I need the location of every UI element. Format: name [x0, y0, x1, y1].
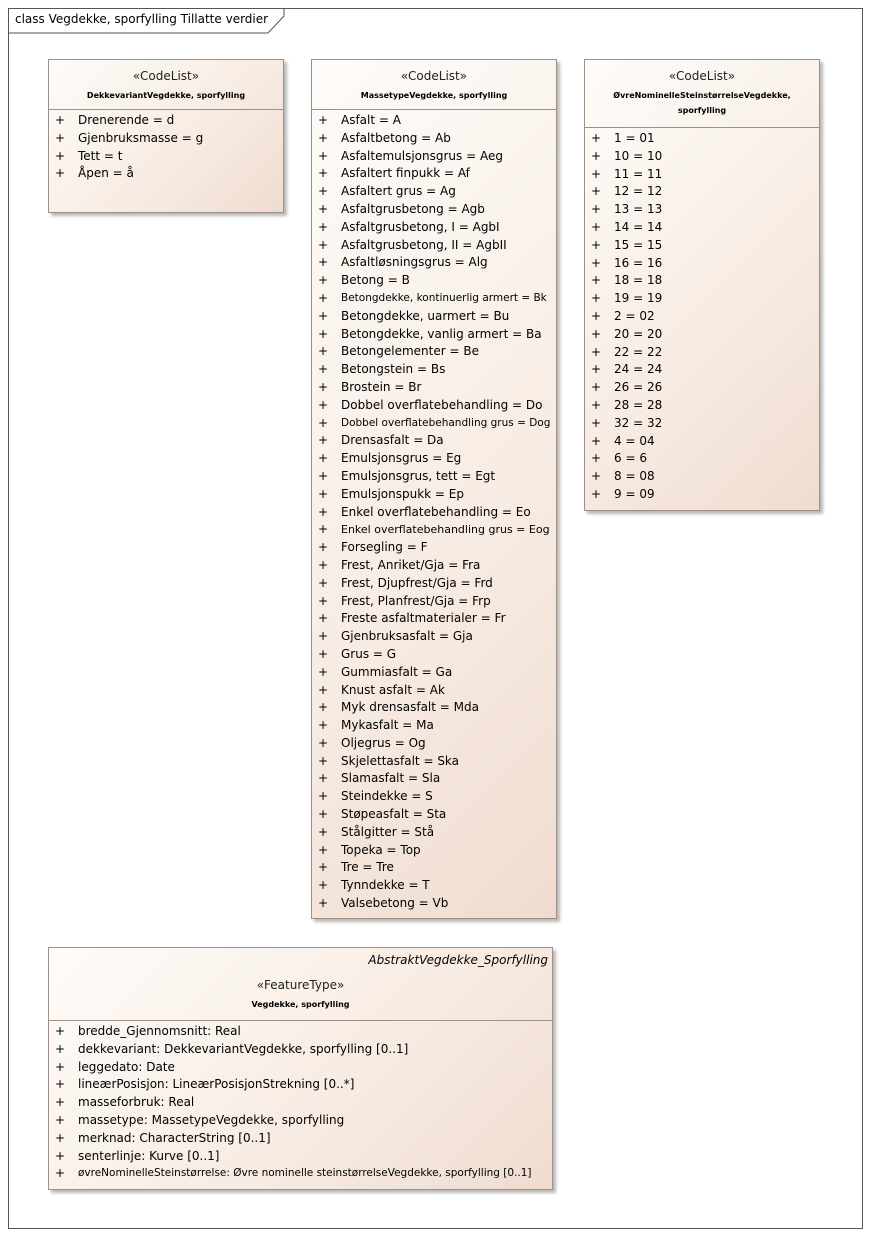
list-item [585, 183, 819, 201]
item-text: Tett = t [78, 148, 123, 163]
item-text: Gjenbruksmasse = g [78, 130, 204, 145]
item-text: Stålgitter = Stå [341, 824, 435, 839]
visibility-public-marker: + [318, 433, 329, 448]
list-item [312, 770, 556, 788]
list-item [312, 379, 556, 397]
list-item [312, 308, 556, 326]
visibility-public-marker: + [318, 201, 329, 216]
list-item [312, 557, 556, 575]
item-text: 19 = 19 [614, 291, 663, 306]
list-item [312, 521, 556, 539]
item-text: Asfaltgrusbetong, I = AgbI [341, 219, 500, 234]
codelist-dekkevariant[interactable] [48, 59, 284, 213]
item-text: massetype: MassetypeVegdekke, sporfylling [78, 1112, 345, 1127]
visibility-public-marker: + [318, 860, 329, 875]
attribute-list [312, 110, 556, 913]
visibility-public-marker: + [318, 113, 329, 127]
item-text: Asfaltgrusbetong = Agb [341, 201, 485, 216]
list-item [585, 361, 819, 379]
box-header [49, 60, 283, 110]
list-item [49, 1023, 552, 1041]
list-item [585, 148, 819, 166]
visibility-public-marker: + [318, 415, 329, 430]
visibility-public-marker: + [591, 486, 602, 501]
visibility-public-marker: + [318, 468, 329, 483]
list-item [585, 397, 819, 415]
attribute-list [585, 128, 819, 504]
visibility-public-marker: + [318, 379, 329, 394]
visibility-public-marker: + [55, 1095, 66, 1110]
class-name: MassetypeVegdekke, sporfylling [360, 91, 508, 100]
list-item [312, 272, 556, 290]
visibility-public-marker: + [591, 362, 602, 377]
visibility-public-marker: + [318, 753, 329, 768]
item-text: 4 = 04 [614, 433, 655, 448]
visibility-public-marker: + [318, 486, 329, 501]
list-item [312, 237, 556, 255]
item-text: 15 = 15 [614, 237, 663, 252]
item-text: Betongdekke, kontinuerlig armert = Bk [341, 291, 547, 304]
item-text: 24 = 24 [614, 362, 663, 377]
visibility-public-marker: + [318, 682, 329, 697]
list-item [312, 895, 556, 913]
item-text: Asfaltemulsjonsgrus = Aeg [341, 148, 503, 163]
visibility-public-marker: + [55, 1024, 66, 1038]
stereotype-label: «CodeList» [132, 69, 200, 83]
visibility-public-marker: + [55, 1077, 66, 1092]
visibility-public-marker: + [55, 1059, 66, 1074]
list-item [312, 539, 556, 557]
item-text: Betongelementer = Be [341, 344, 479, 359]
attribute-list [49, 110, 283, 183]
item-text: 6 = 6 [614, 451, 647, 466]
visibility-public-marker: + [318, 451, 329, 466]
list-item [312, 824, 556, 842]
codelist-massetype[interactable] [311, 59, 557, 919]
visibility-public-marker: + [318, 807, 329, 822]
box-header [585, 60, 819, 128]
attribute-list [49, 1021, 552, 1183]
list-item [312, 664, 556, 682]
visibility-public-marker: + [55, 1130, 66, 1145]
visibility-public-marker: + [318, 700, 329, 715]
visibility-public-marker: + [318, 771, 329, 786]
list-item [49, 1076, 552, 1094]
item-text: Enkel overflatebehandling grus = Eog [341, 523, 550, 537]
item-text: Dobbel overflatebehandling = Do [341, 397, 543, 412]
item-text: Betong = B [341, 273, 410, 288]
list-item [49, 1112, 552, 1130]
list-item [49, 1094, 552, 1112]
list-item [49, 1165, 552, 1183]
item-text: Forsegling = F [341, 540, 428, 555]
list-item [312, 753, 556, 771]
item-text: Topeka = Top [341, 842, 421, 857]
item-text: 22 = 22 [614, 344, 663, 359]
visibility-public-marker: + [318, 362, 329, 377]
visibility-public-marker: + [318, 557, 329, 572]
item-text: Oljegrus = Og [341, 735, 426, 750]
item-text: Støpeasfalt = Sta [341, 807, 447, 822]
item-text: Betongdekke, vanlig armert = Ba [341, 326, 542, 341]
visibility-public-marker: + [55, 166, 66, 181]
visibility-public-marker: + [591, 308, 602, 323]
item-text: Asfaltert grus = Ag [341, 184, 456, 199]
item-text: bredde_Gjennomsnitt: Real [78, 1024, 241, 1038]
featuretype-vegdekke[interactable] [48, 947, 553, 1190]
list-item [312, 148, 556, 166]
item-text: Tynndekke = T [341, 878, 430, 893]
item-text: øvreNominelleSteinstørrelse: Øvre nominelle steinstørrelseVegdekke, sporfylling [0..1] [78, 1167, 532, 1180]
item-text: 1 = 01 [614, 131, 655, 145]
list-item [585, 255, 819, 273]
visibility-public-marker: + [318, 629, 329, 644]
item-text: Mykasfalt = Ma [341, 718, 434, 733]
item-text: Frest, Planfrest/Gja = Frp [341, 593, 491, 608]
parent-class-label: AbstraktVegdekke_Sporfylling [368, 953, 548, 967]
list-item [312, 699, 556, 717]
list-item [312, 290, 556, 308]
stereotype-label: «FeatureType» [256, 978, 345, 992]
box-header [312, 60, 556, 110]
item-text: Enkel overflatebehandling = Eo [341, 504, 531, 519]
visibility-public-marker: + [55, 130, 66, 145]
visibility-public-marker: + [318, 575, 329, 590]
list-item [312, 343, 556, 361]
list-item [49, 1148, 552, 1166]
visibility-public-marker: + [591, 131, 602, 145]
item-text: 32 = 32 [614, 415, 663, 430]
visibility-public-marker: + [318, 593, 329, 608]
visibility-public-marker: + [318, 255, 329, 270]
list-item [312, 610, 556, 628]
list-item [49, 1041, 552, 1059]
item-text: 28 = 28 [614, 397, 663, 412]
list-item [312, 450, 556, 468]
list-item [312, 504, 556, 522]
list-item [312, 219, 556, 237]
visibility-public-marker: + [318, 735, 329, 750]
list-item [49, 130, 283, 148]
item-text: Asfalt = A [341, 113, 401, 127]
item-text: Betongdekke, uarmert = Bu [341, 308, 510, 323]
item-text: Slamasfalt = Sla [341, 771, 441, 786]
item-text: 9 = 09 [614, 486, 655, 501]
visibility-public-marker: + [591, 166, 602, 181]
list-item [312, 130, 556, 148]
list-item [49, 112, 283, 130]
visibility-public-marker: + [591, 237, 602, 252]
list-item [585, 219, 819, 237]
visibility-public-marker: + [318, 896, 329, 911]
list-item [585, 130, 819, 148]
list-item [312, 788, 556, 806]
item-text: Frest, Djupfrest/Gja = Frd [341, 575, 493, 590]
list-item [585, 237, 819, 255]
visibility-public-marker: + [318, 237, 329, 252]
list-item [312, 877, 556, 895]
list-item [312, 183, 556, 201]
visibility-public-marker: + [318, 166, 329, 181]
visibility-public-marker: + [591, 202, 602, 217]
item-text: Asfaltert finpukk = Af [341, 166, 470, 181]
visibility-public-marker: + [318, 184, 329, 199]
visibility-public-marker: + [318, 540, 329, 555]
visibility-public-marker: + [318, 842, 329, 857]
visibility-public-marker: + [318, 611, 329, 626]
visibility-public-marker: + [591, 469, 602, 484]
item-text: Asfaltgrusbetong, II = AgbII [341, 237, 507, 252]
visibility-public-marker: + [318, 522, 329, 537]
item-text: Gjenbruksasfalt = Gja [341, 629, 473, 644]
item-text: Asfaltløsningsgrus = Alg [341, 255, 488, 270]
visibility-public-marker: + [55, 1148, 66, 1163]
stereotype-label: «CodeList» [400, 69, 468, 83]
item-text: 2 = 02 [614, 308, 655, 323]
visibility-public-marker: + [591, 433, 602, 448]
visibility-public-marker: + [591, 380, 602, 395]
list-item [312, 468, 556, 486]
list-item [585, 308, 819, 326]
visibility-public-marker: + [318, 344, 329, 359]
item-text: Skjelettasfalt = Ska [341, 753, 460, 768]
visibility-public-marker: + [55, 1166, 66, 1181]
visibility-public-marker: + [55, 148, 66, 163]
item-text: Drenerende = d [78, 113, 175, 127]
list-item [585, 486, 819, 504]
class-name: Vegdekke, sporfylling [251, 1000, 350, 1009]
visibility-public-marker: + [318, 504, 329, 519]
visibility-public-marker: + [591, 255, 602, 270]
class-name: DekkevariantVegdekke, sporfylling [86, 91, 246, 100]
item-text: 18 = 18 [614, 273, 663, 288]
item-text: merknad: CharacterString [0..1] [78, 1130, 271, 1145]
item-text: Dobbel overflatebehandling grus = Dog [341, 416, 551, 429]
visibility-public-marker: + [318, 878, 329, 893]
item-text: 13 = 13 [614, 202, 663, 217]
item-text: senterlinje: Kurve [0..1] [78, 1148, 220, 1163]
visibility-public-marker: + [591, 451, 602, 466]
list-item [312, 682, 556, 700]
visibility-public-marker: + [591, 184, 602, 199]
list-item [312, 735, 556, 753]
list-item [312, 717, 556, 735]
visibility-public-marker: + [318, 148, 329, 163]
item-text: Betongstein = Bs [341, 362, 446, 377]
list-item [312, 628, 556, 646]
visibility-public-marker: + [318, 789, 329, 804]
visibility-public-marker: + [318, 824, 329, 839]
list-item [585, 379, 819, 397]
frame-title: class Vegdekke, sporfylling Tillatte verdier [15, 12, 269, 26]
list-item [49, 148, 283, 166]
item-text: Tre = Tre [341, 860, 394, 875]
list-item [312, 486, 556, 504]
visibility-public-marker: + [318, 308, 329, 323]
visibility-public-marker: + [318, 273, 329, 288]
item-text: Myk drensasfalt = Mda [341, 700, 479, 715]
class-name-line1: ØvreNominelleSteinstørrelseVegdekke, [613, 91, 791, 100]
class-name-line2: sporfylling [677, 106, 727, 115]
item-text: Asfaltbetong = Ab [341, 130, 451, 145]
visibility-public-marker: + [591, 291, 602, 306]
visibility-public-marker: + [591, 397, 602, 412]
item-text: dekkevariant: DekkevariantVegdekke, sporfylling [0..1] [78, 1041, 409, 1056]
list-item [312, 254, 556, 272]
list-item [312, 201, 556, 219]
visibility-public-marker: + [591, 415, 602, 430]
item-text: Emulsjonsgrus, tett = Egt [341, 468, 496, 483]
box-header [49, 948, 552, 1021]
list-item [312, 397, 556, 415]
visibility-public-marker: + [591, 148, 602, 163]
list-item [585, 290, 819, 308]
list-item [312, 806, 556, 824]
item-text: 26 = 26 [614, 380, 663, 395]
visibility-public-marker: + [591, 326, 602, 341]
item-text: Grus = G [341, 646, 397, 661]
item-text: 12 = 12 [614, 184, 663, 199]
list-item [312, 842, 556, 860]
item-text: 8 = 08 [614, 469, 655, 484]
item-text: Steindekke = S [341, 789, 433, 804]
list-item [312, 112, 556, 130]
item-text: Drensasfalt = Da [341, 433, 444, 448]
item-text: Gummiasfalt = Ga [341, 664, 453, 679]
item-text: 11 = 11 [614, 166, 663, 181]
item-text: Valsebetong = Vb [341, 896, 449, 911]
list-item [312, 646, 556, 664]
item-text: Emulsjonspukk = Ep [341, 486, 464, 501]
visibility-public-marker: + [318, 326, 329, 341]
visibility-public-marker: + [591, 344, 602, 359]
item-text: lineærPosisjon: LineærPosisjonStrekning [0..*] [78, 1077, 355, 1092]
visibility-public-marker: + [318, 219, 329, 234]
list-item [585, 415, 819, 433]
list-item [49, 165, 283, 183]
visibility-public-marker: + [318, 397, 329, 412]
visibility-public-marker: + [55, 1112, 66, 1127]
item-text: Freste asfaltmaterialer = Fr [341, 611, 506, 626]
item-text: masseforbruk: Real [78, 1095, 195, 1110]
list-item [49, 1130, 552, 1148]
visibility-public-marker: + [591, 273, 602, 288]
visibility-public-marker: + [55, 113, 66, 127]
visibility-public-marker: + [318, 290, 329, 305]
list-item [312, 859, 556, 877]
visibility-public-marker: + [318, 130, 329, 145]
list-item [312, 165, 556, 183]
list-item [312, 361, 556, 379]
visibility-public-marker: + [318, 718, 329, 733]
item-text: Åpen = å [78, 166, 134, 181]
item-text: 20 = 20 [614, 326, 663, 341]
list-item [585, 450, 819, 468]
list-item [585, 468, 819, 486]
codelist-steinstorrelse[interactable] [584, 59, 820, 511]
item-text: Knust asfalt = Ak [341, 682, 445, 697]
list-item [312, 593, 556, 611]
visibility-public-marker: + [591, 219, 602, 234]
item-text: 16 = 16 [614, 255, 663, 270]
item-text: 14 = 14 [614, 219, 663, 234]
visibility-public-marker: + [55, 1041, 66, 1056]
item-text: Frest, Anriket/Gja = Fra [341, 557, 481, 572]
item-text: leggedato: Date [78, 1059, 175, 1074]
list-item [585, 344, 819, 362]
stereotype-label: «CodeList» [668, 69, 736, 83]
item-text: 10 = 10 [614, 148, 663, 163]
visibility-public-marker: + [318, 646, 329, 661]
list-item [585, 166, 819, 184]
list-item [312, 415, 556, 433]
item-text: Emulsjonsgrus = Eg [341, 451, 462, 466]
list-item [49, 1059, 552, 1077]
list-item [312, 326, 556, 344]
list-item [585, 272, 819, 290]
list-item [312, 432, 556, 450]
list-item [312, 575, 556, 593]
list-item [585, 433, 819, 451]
item-text: Brostein = Br [341, 379, 422, 394]
list-item [585, 326, 819, 344]
list-item [585, 201, 819, 219]
visibility-public-marker: + [318, 664, 329, 679]
